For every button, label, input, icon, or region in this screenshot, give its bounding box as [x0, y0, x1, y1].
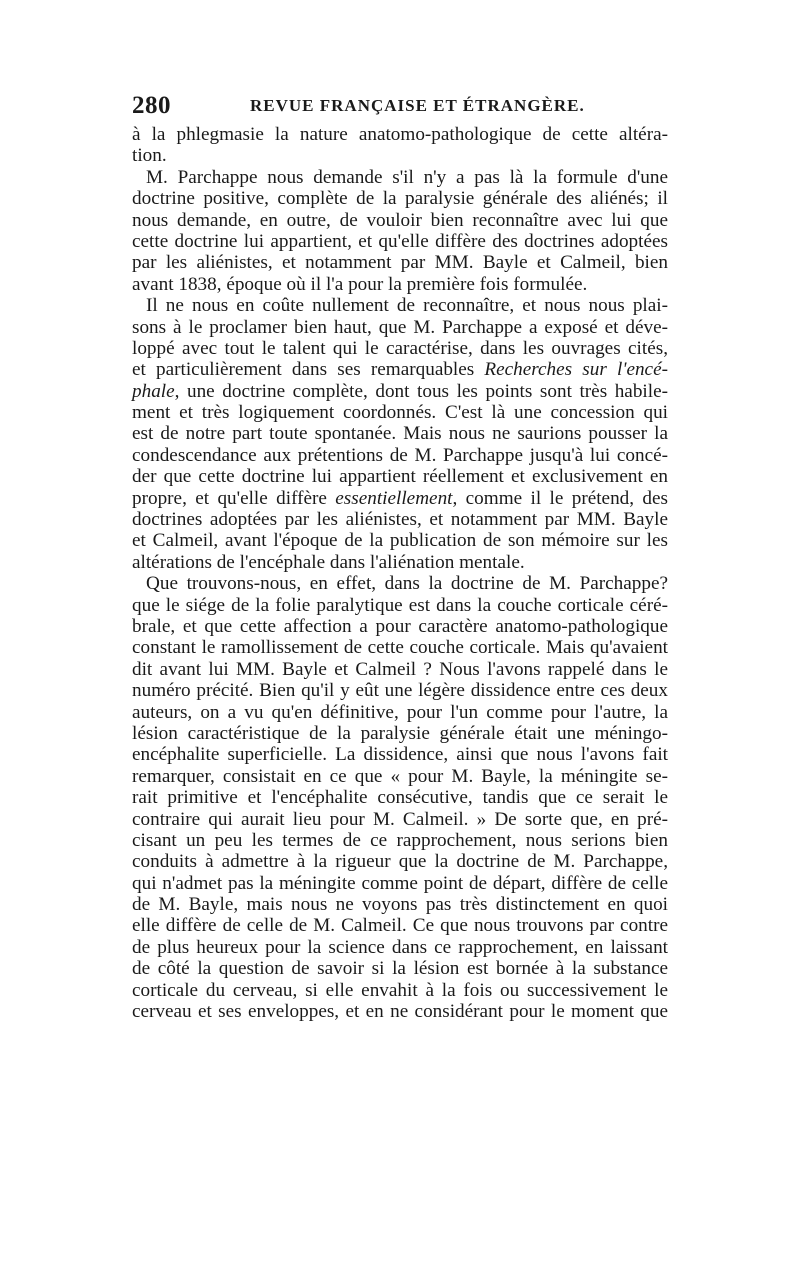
running-title: REVUE FRANÇAISE ET ÉTRANGÈRE. [250, 96, 585, 115]
text-line: est de notre part toute spontanée. Mais nous ne saurions pousser la [132, 423, 668, 445]
text-line: dit avant lui MM. Bayle et Calmeil ? Nous l'avons rappelé dans le [132, 658, 668, 680]
text-line: de M. Bayle, mais nous ne voyons pas très distinctement en quoi [132, 894, 668, 916]
text-line: tion. [132, 145, 167, 167]
text-line: condescendance aux prétentions de M. Parchappe jusqu'à lui concé- [132, 444, 668, 466]
text-line: propre, et qu'elle diffère essentiellement, comme il le prétend, des [132, 487, 668, 509]
text-line: que le siége de la folie paralytique est dans la couche corticale céré- [132, 594, 668, 616]
text-line: loppé avec tout le talent qui le caractérise, dans les ouvrages cités, [132, 337, 668, 359]
text-line: conduits à admettre à la rigueur que la doctrine de M. Parchappe, [132, 851, 668, 873]
text-line: rait primitive et l'encéphalite consécutive, tandis que ce serait le [132, 787, 668, 809]
text-line: remarquer, consistait en ce que « pour M. Bayle, la méningite se- [132, 765, 668, 787]
text-line: M. Parchappe nous demande s'il n'y a pas là la formule d'une [146, 166, 668, 188]
text-line: à la phlegmasie la nature anatomo-pathologique de cette altéra- [132, 124, 668, 145]
body-text [132, 124, 668, 1022]
text-line: et Calmeil, avant l'époque de la publication de son mémoire sur les [132, 530, 668, 552]
text-line: Que trouvons-nous, en effet, dans la doctrine de M. Parchappe? [146, 573, 668, 595]
text-line: elle diffère de celle de M. Calmeil. Ce que nous trouvons par contre [132, 915, 668, 937]
text-line: corticale du cerveau, si elle envahit à la fois ou successivement le [132, 979, 668, 1001]
italic-text: Recherches sur l'encé- [484, 359, 668, 381]
text-line: nous demande, en outre, de vouloir bien reconnaître avec lui que [132, 209, 668, 231]
text-line: auteurs, on a vu qu'en définitive, pour l'un comme pour l'autre, la [132, 701, 668, 723]
text-line: ment et très logiquement coordonnés. C'est là une concession qui [132, 402, 668, 424]
italic-text: phale [132, 380, 175, 402]
text-line: de côté la question de savoir si la lésion est bornée à la substance [132, 958, 668, 980]
text-line: contraire qui aurait lieu pour M. Calmeil. » De sorte que, en pré- [132, 808, 668, 830]
italic-text: essentiellement [335, 487, 453, 509]
text-line: lésion caractéristique de la paralysie générale était une méningo- [132, 722, 668, 744]
text-line: Il ne nous en coûte nullement de reconnaître, et nous nous plai- [146, 295, 668, 317]
text-line: doctrine positive, complète de la paralysie générale des aliénés; il [132, 188, 668, 210]
text-line: der que cette doctrine lui appartient réellement et exclusivement en [132, 466, 668, 488]
text-line: sons à le proclamer bien haut, que M. Parchappe a exposé et déve- [132, 316, 668, 338]
text-line: qui n'admet pas la méningite comme point de départ, diffère de celle [132, 872, 668, 894]
text-line: constant le ramollissement de cette couche corticale. Mais qu'avaient [132, 637, 668, 659]
page-header [132, 92, 676, 122]
page-number: 280 [132, 92, 171, 119]
text-line: cerveau et ses enveloppes, et en ne considérant pour le moment que [132, 1001, 668, 1023]
text-line: avant 1838, époque où il l'a pour la première fois formulée. [132, 273, 588, 295]
text-line: cisant un peu les termes de ce rapprochement, nous serions bien [132, 829, 668, 851]
text-line: de plus heureux pour la science dans ce rapprochement, en laissant [132, 936, 668, 958]
text-line: altérations de l'encéphale dans l'aliénation mentale. [132, 551, 525, 573]
text-line: et particulièrement dans ses remarquables Recherches sur l'encé- [132, 359, 668, 381]
text-line: encéphalite superficielle. La dissidence, ainsi que nous l'avons fait [132, 744, 668, 766]
text-line: phale, une doctrine complète, dont tous les points sont très habile- [132, 380, 668, 402]
text-line: doctrines adoptées par les aliénistes, et notamment par MM. Bayle [132, 509, 668, 531]
text-line: par les aliénistes, et notamment par MM. Bayle et Calmeil, bien [132, 252, 668, 274]
text-line: numéro précité. Bien qu'il y eût une légère dissidence entre ces deux [132, 680, 668, 702]
text-line: brale, et que cette affection a pour caractère anatomo-pathologique [132, 615, 668, 637]
text-line: cette doctrine lui appartient, et qu'elle diffère des doctrines adoptées [132, 230, 668, 252]
